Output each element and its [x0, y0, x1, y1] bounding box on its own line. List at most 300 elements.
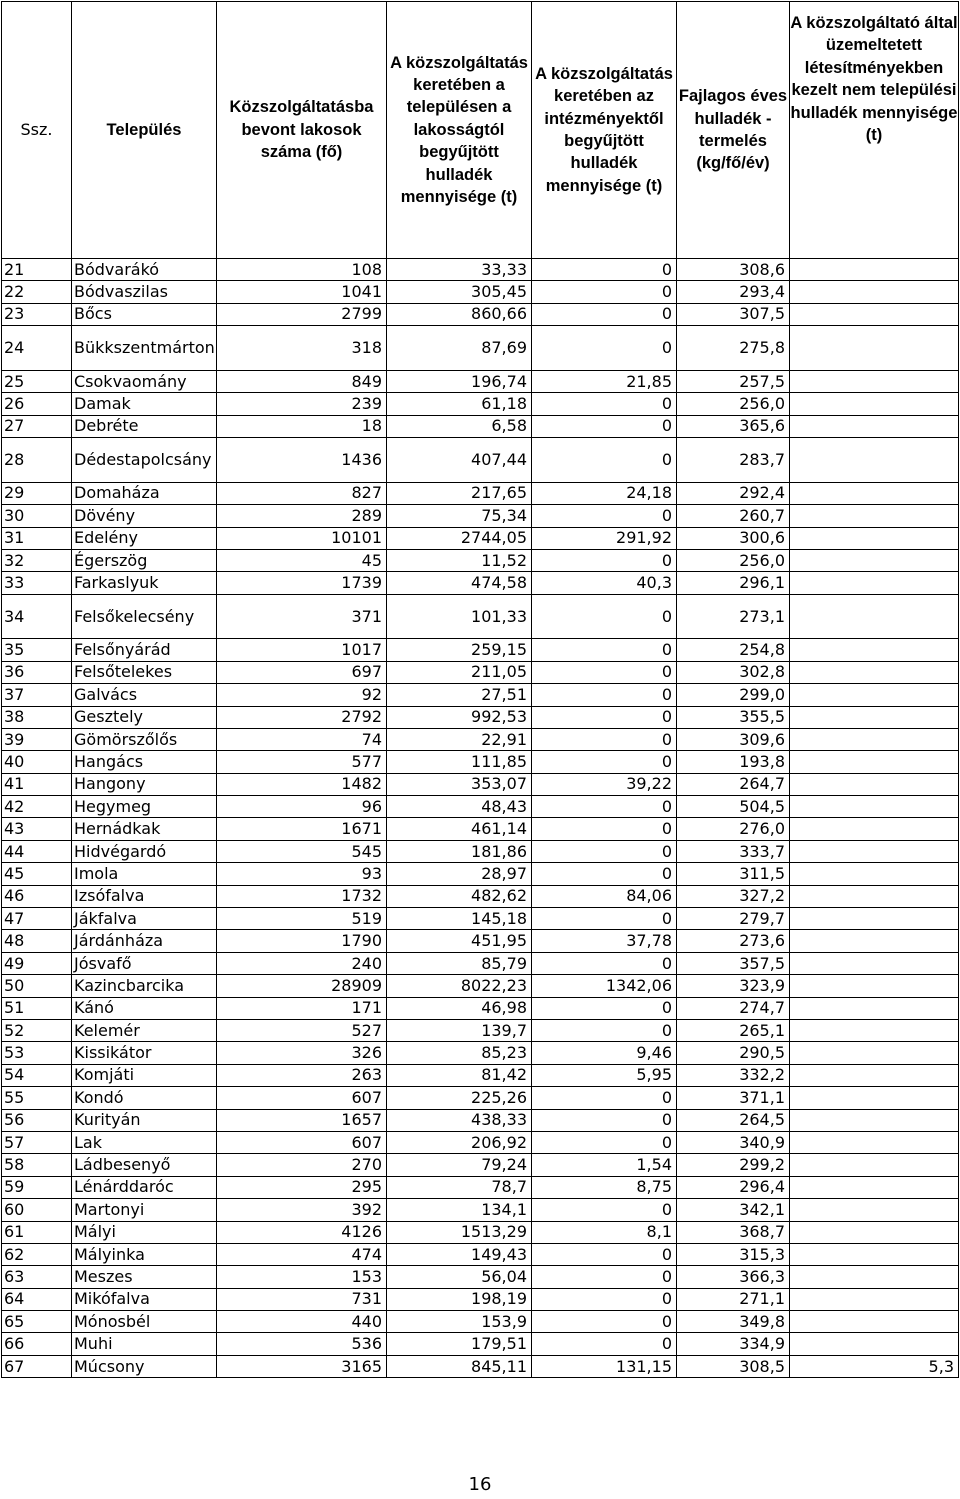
cell-telepules: Kánó: [72, 997, 217, 1019]
cell-intezmenyektol: 39,22: [532, 773, 677, 795]
cell-intezmenyektol: 0: [532, 415, 677, 437]
cell-fajlagos: 311,5: [677, 863, 790, 885]
cell-nem-telepulesi: [790, 930, 959, 952]
cell-nem-telepulesi: [790, 1131, 959, 1153]
cell-lakosok: 318: [217, 326, 387, 371]
cell-fajlagos: 292,4: [677, 482, 790, 504]
cell-fajlagos: 193,8: [677, 751, 790, 773]
cell-lakosok: 519: [217, 908, 387, 930]
cell-nem-telepulesi: [790, 415, 959, 437]
cell-fajlagos: 273,1: [677, 594, 790, 639]
cell-telepules: Farkaslyuk: [72, 572, 217, 594]
table-row: [2, 549, 959, 571]
cell-lakossagtol: 198,19: [387, 1288, 532, 1310]
cell-lakossagtol: 845,11: [387, 1355, 532, 1377]
cell-intezmenyektol: 0: [532, 728, 677, 750]
cell-telepules: Bőcs: [72, 303, 217, 325]
cell-fajlagos: 504,5: [677, 796, 790, 818]
cell-ssz: 23: [2, 303, 72, 325]
cell-lakossagtol: 407,44: [387, 438, 532, 483]
cell-telepules: Felsőnyárád: [72, 639, 217, 661]
cell-ssz: 28: [2, 438, 72, 483]
cell-nem-telepulesi: [790, 594, 959, 639]
table-header: [2, 2, 959, 259]
cell-lakosok: 536: [217, 1333, 387, 1355]
table-row: [2, 415, 959, 437]
cell-ssz: 67: [2, 1355, 72, 1377]
cell-intezmenyektol: 0: [532, 505, 677, 527]
cell-intezmenyektol: 0: [532, 326, 677, 371]
cell-lakossagtol: 179,51: [387, 1333, 532, 1355]
cell-intezmenyektol: 0: [532, 639, 677, 661]
cell-lakosok: 1732: [217, 885, 387, 907]
cell-fajlagos: 283,7: [677, 438, 790, 483]
cell-telepules: Kazincbarcika: [72, 975, 217, 997]
cell-intezmenyektol: 0: [532, 863, 677, 885]
table-row: [2, 818, 959, 840]
cell-lakossagtol: 111,85: [387, 751, 532, 773]
cell-fajlagos: 271,1: [677, 1288, 790, 1310]
cell-intezmenyektol: 0: [532, 684, 677, 706]
cell-lakossagtol: 305,45: [387, 281, 532, 303]
header-telepules: Település: [72, 2, 217, 259]
cell-fajlagos: 265,1: [677, 1020, 790, 1042]
cell-telepules: Ládbesenyő: [72, 1154, 217, 1176]
cell-fajlagos: 309,6: [677, 728, 790, 750]
cell-telepules: Hidvégardó: [72, 840, 217, 862]
cell-telepules: Lak: [72, 1131, 217, 1153]
table-row: [2, 930, 959, 952]
cell-lakossagtol: 48,43: [387, 796, 532, 818]
cell-lakossagtol: 81,42: [387, 1064, 532, 1086]
cell-ssz: 58: [2, 1154, 72, 1176]
cell-intezmenyektol: 1,54: [532, 1154, 677, 1176]
cell-lakosok: 3165: [217, 1355, 387, 1377]
table-row: [2, 728, 959, 750]
cell-ssz: 61: [2, 1221, 72, 1243]
cell-telepules: Kondó: [72, 1087, 217, 1109]
cell-telepules: Mikófalva: [72, 1288, 217, 1310]
cell-telepules: Domaháza: [72, 482, 217, 504]
cell-lakosok: 28909: [217, 975, 387, 997]
cell-telepules: Dédestapolcsány: [72, 438, 217, 483]
cell-intezmenyektol: 0: [532, 840, 677, 862]
cell-ssz: 55: [2, 1087, 72, 1109]
table-row: [2, 1243, 959, 1265]
cell-ssz: 65: [2, 1311, 72, 1333]
cell-nem-telepulesi: [790, 281, 959, 303]
cell-lakosok: 96: [217, 796, 387, 818]
table-row: [2, 1266, 959, 1288]
cell-lakosok: 74: [217, 728, 387, 750]
table-row: [2, 863, 959, 885]
cell-ssz: 52: [2, 1020, 72, 1042]
cell-fajlagos: 256,0: [677, 549, 790, 571]
cell-telepules: Hegymeg: [72, 796, 217, 818]
cell-telepules: Martonyi: [72, 1199, 217, 1221]
cell-ssz: 27: [2, 415, 72, 437]
cell-telepules: Kissikátor: [72, 1042, 217, 1064]
cell-lakossagtol: 461,14: [387, 818, 532, 840]
table-body: [2, 259, 959, 1378]
table-row: [2, 303, 959, 325]
cell-nem-telepulesi: [790, 259, 959, 281]
cell-intezmenyektol: 0: [532, 1288, 677, 1310]
cell-lakossagtol: 79,24: [387, 1154, 532, 1176]
cell-fajlagos: 340,9: [677, 1131, 790, 1153]
cell-fajlagos: 302,8: [677, 661, 790, 683]
table-row: [2, 952, 959, 974]
table-row: [2, 370, 959, 392]
cell-lakossagtol: 27,51: [387, 684, 532, 706]
cell-nem-telepulesi: [790, 1199, 959, 1221]
cell-lakosok: 1739: [217, 572, 387, 594]
cell-nem-telepulesi: [790, 549, 959, 571]
table-row: [2, 505, 959, 527]
cell-lakosok: 4126: [217, 1221, 387, 1243]
cell-intezmenyektol: 0: [532, 303, 677, 325]
cell-ssz: 21: [2, 259, 72, 281]
cell-intezmenyektol: 21,85: [532, 370, 677, 392]
cell-telepules: Komjáti: [72, 1064, 217, 1086]
cell-nem-telepulesi: [790, 1087, 959, 1109]
cell-lakosok: 2792: [217, 706, 387, 728]
cell-intezmenyektol: 0: [532, 438, 677, 483]
cell-ssz: 60: [2, 1199, 72, 1221]
cell-nem-telepulesi: [790, 505, 959, 527]
cell-ssz: 35: [2, 639, 72, 661]
cell-lakosok: 18: [217, 415, 387, 437]
cell-telepules: Kelemér: [72, 1020, 217, 1042]
table-row: [2, 1020, 959, 1042]
header-lakossagtol: A közszolgáltatás keretében a településen a lakosságtól begyűjtött hulladék mennyisége (t): [387, 2, 532, 259]
cell-lakossagtol: 46,98: [387, 997, 532, 1019]
cell-ssz: 66: [2, 1333, 72, 1355]
cell-lakosok: 607: [217, 1131, 387, 1153]
cell-ssz: 22: [2, 281, 72, 303]
cell-nem-telepulesi: [790, 1020, 959, 1042]
cell-lakossagtol: 33,33: [387, 259, 532, 281]
cell-fajlagos: 273,6: [677, 930, 790, 952]
cell-lakosok: 239: [217, 393, 387, 415]
table-row: [2, 1311, 959, 1333]
table-row: [2, 1221, 959, 1243]
cell-lakosok: 527: [217, 1020, 387, 1042]
cell-intezmenyektol: 37,78: [532, 930, 677, 952]
cell-ssz: 26: [2, 393, 72, 415]
cell-ssz: 57: [2, 1131, 72, 1153]
cell-telepules: Bódvaszilas: [72, 281, 217, 303]
cell-lakosok: 10101: [217, 527, 387, 549]
cell-ssz: 33: [2, 572, 72, 594]
cell-intezmenyektol: 0: [532, 1266, 677, 1288]
cell-lakossagtol: 149,43: [387, 1243, 532, 1265]
cell-lakosok: 45: [217, 549, 387, 571]
table-row: [2, 527, 959, 549]
cell-lakosok: 108: [217, 259, 387, 281]
cell-ssz: 46: [2, 885, 72, 907]
cell-lakossagtol: 225,26: [387, 1087, 532, 1109]
cell-nem-telepulesi: [790, 728, 959, 750]
cell-ssz: 56: [2, 1109, 72, 1131]
header-fajlagos: Fajlagos éves hulladék - termelés (kg/fő/év): [677, 2, 790, 259]
cell-lakosok: 153: [217, 1266, 387, 1288]
cell-nem-telepulesi: [790, 908, 959, 930]
cell-lakosok: 2799: [217, 303, 387, 325]
cell-lakossagtol: 992,53: [387, 706, 532, 728]
cell-telepules: Gesztely: [72, 706, 217, 728]
cell-lakossagtol: 153,9: [387, 1311, 532, 1333]
cell-nem-telepulesi: [790, 482, 959, 504]
cell-lakossagtol: 22,91: [387, 728, 532, 750]
cell-intezmenyektol: 8,75: [532, 1176, 677, 1198]
cell-intezmenyektol: 0: [532, 751, 677, 773]
table-row: [2, 1176, 959, 1198]
cell-lakossagtol: 56,04: [387, 1266, 532, 1288]
cell-intezmenyektol: 0: [532, 549, 677, 571]
cell-fajlagos: 368,7: [677, 1221, 790, 1243]
cell-lakossagtol: 101,33: [387, 594, 532, 639]
table-row: [2, 1333, 959, 1355]
cell-intezmenyektol: 0: [532, 1243, 677, 1265]
cell-lakossagtol: 28,97: [387, 863, 532, 885]
cell-intezmenyektol: 0: [532, 1311, 677, 1333]
table-row: [2, 773, 959, 795]
cell-intezmenyektol: 24,18: [532, 482, 677, 504]
cell-nem-telepulesi: [790, 326, 959, 371]
cell-fajlagos: 256,0: [677, 393, 790, 415]
cell-intezmenyektol: 0: [532, 1020, 677, 1042]
cell-intezmenyektol: 0: [532, 1087, 677, 1109]
cell-lakossagtol: 139,7: [387, 1020, 532, 1042]
cell-fajlagos: 264,7: [677, 773, 790, 795]
table-row: [2, 393, 959, 415]
cell-lakosok: 1436: [217, 438, 387, 483]
cell-ssz: 43: [2, 818, 72, 840]
cell-lakossagtol: 860,66: [387, 303, 532, 325]
cell-lakossagtol: 474,58: [387, 572, 532, 594]
cell-lakosok: 1657: [217, 1109, 387, 1131]
header-row: [2, 2, 959, 259]
table-row: [2, 997, 959, 1019]
cell-intezmenyektol: 1342,06: [532, 975, 677, 997]
header-intezmenyektol: A közszolgáltatás keretében az intézményektől begyűjtött hulladék mennyisége (t): [532, 2, 677, 259]
cell-lakossagtol: 353,07: [387, 773, 532, 795]
cell-fajlagos: 299,0: [677, 684, 790, 706]
cell-ssz: 32: [2, 549, 72, 571]
cell-telepules: Bódvarákó: [72, 259, 217, 281]
cell-fajlagos: 299,2: [677, 1154, 790, 1176]
table-row: [2, 1288, 959, 1310]
cell-lakossagtol: 85,79: [387, 952, 532, 974]
cell-lakosok: 849: [217, 370, 387, 392]
cell-lakossagtol: 6,58: [387, 415, 532, 437]
cell-lakosok: 827: [217, 482, 387, 504]
cell-ssz: 59: [2, 1176, 72, 1198]
cell-telepules: Hangács: [72, 751, 217, 773]
cell-telepules: Gömörszőlős: [72, 728, 217, 750]
cell-lakosok: 545: [217, 840, 387, 862]
cell-lakossagtol: 8022,23: [387, 975, 532, 997]
table-row: [2, 796, 959, 818]
cell-intezmenyektol: 0: [532, 1199, 677, 1221]
cell-fajlagos: 290,5: [677, 1042, 790, 1064]
cell-fajlagos: 308,5: [677, 1355, 790, 1377]
cell-nem-telepulesi: [790, 303, 959, 325]
cell-intezmenyektol: 0: [532, 952, 677, 974]
cell-intezmenyektol: 0: [532, 997, 677, 1019]
cell-lakossagtol: 211,05: [387, 661, 532, 683]
cell-intezmenyektol: 9,46: [532, 1042, 677, 1064]
cell-fajlagos: 332,2: [677, 1064, 790, 1086]
cell-nem-telepulesi: [790, 1288, 959, 1310]
cell-telepules: Mónosbél: [72, 1311, 217, 1333]
cell-ssz: 45: [2, 863, 72, 885]
table-row: [2, 684, 959, 706]
cell-nem-telepulesi: [790, 1109, 959, 1131]
cell-nem-telepulesi: [790, 1042, 959, 1064]
cell-lakossagtol: 11,52: [387, 549, 532, 571]
cell-ssz: 63: [2, 1266, 72, 1288]
cell-intezmenyektol: 131,15: [532, 1355, 677, 1377]
table-row: [2, 482, 959, 504]
cell-intezmenyektol: 0: [532, 908, 677, 930]
cell-lakosok: 607: [217, 1087, 387, 1109]
table-row: [2, 1109, 959, 1131]
cell-telepules: Jákfalva: [72, 908, 217, 930]
table-row: [2, 706, 959, 728]
cell-ssz: 42: [2, 796, 72, 818]
cell-ssz: 47: [2, 908, 72, 930]
cell-lakossagtol: 85,23: [387, 1042, 532, 1064]
cell-lakosok: 474: [217, 1243, 387, 1265]
cell-fajlagos: 257,5: [677, 370, 790, 392]
cell-fajlagos: 300,6: [677, 527, 790, 549]
cell-ssz: 24: [2, 326, 72, 371]
cell-nem-telepulesi: [790, 840, 959, 862]
cell-fajlagos: 323,9: [677, 975, 790, 997]
cell-lakossagtol: 206,92: [387, 1131, 532, 1153]
cell-lakosok: 577: [217, 751, 387, 773]
cell-intezmenyektol: 84,06: [532, 885, 677, 907]
cell-intezmenyektol: 0: [532, 661, 677, 683]
cell-telepules: Felsőtelekes: [72, 661, 217, 683]
cell-ssz: 36: [2, 661, 72, 683]
cell-lakosok: 171: [217, 997, 387, 1019]
cell-ssz: 48: [2, 930, 72, 952]
cell-lakosok: 731: [217, 1288, 387, 1310]
cell-ssz: 29: [2, 482, 72, 504]
table-row: [2, 661, 959, 683]
cell-lakossagtol: 78,7: [387, 1176, 532, 1198]
cell-ssz: 38: [2, 706, 72, 728]
cell-fajlagos: 276,0: [677, 818, 790, 840]
cell-telepules: Járdánháza: [72, 930, 217, 952]
cell-telepules: Múcsony: [72, 1355, 217, 1377]
cell-telepules: Galvács: [72, 684, 217, 706]
cell-lakosok: 1041: [217, 281, 387, 303]
cell-fajlagos: 308,6: [677, 259, 790, 281]
cell-intezmenyektol: 0: [532, 259, 677, 281]
cell-intezmenyektol: 5,95: [532, 1064, 677, 1086]
cell-lakosok: 1671: [217, 818, 387, 840]
cell-fajlagos: 315,3: [677, 1243, 790, 1265]
table-row: [2, 572, 959, 594]
cell-nem-telepulesi: [790, 796, 959, 818]
cell-ssz: 64: [2, 1288, 72, 1310]
table-row: [2, 1154, 959, 1176]
cell-nem-telepulesi: [790, 1176, 959, 1198]
cell-lakossagtol: 217,65: [387, 482, 532, 504]
cell-telepules: Dövény: [72, 505, 217, 527]
cell-ssz: 50: [2, 975, 72, 997]
cell-nem-telepulesi: [790, 997, 959, 1019]
table-row: [2, 1199, 959, 1221]
cell-fajlagos: 264,5: [677, 1109, 790, 1131]
cell-ssz: 34: [2, 594, 72, 639]
cell-nem-telepulesi: [790, 975, 959, 997]
cell-intezmenyektol: 8,1: [532, 1221, 677, 1243]
cell-nem-telepulesi: [790, 1221, 959, 1243]
cell-lakossagtol: 134,1: [387, 1199, 532, 1221]
cell-telepules: Kurityán: [72, 1109, 217, 1131]
cell-intezmenyektol: 0: [532, 706, 677, 728]
cell-lakosok: 295: [217, 1176, 387, 1198]
cell-telepules: Debréte: [72, 415, 217, 437]
cell-intezmenyektol: 0: [532, 796, 677, 818]
cell-fajlagos: 355,5: [677, 706, 790, 728]
cell-fajlagos: 296,4: [677, 1176, 790, 1198]
cell-ssz: 62: [2, 1243, 72, 1265]
cell-lakosok: 263: [217, 1064, 387, 1086]
cell-intezmenyektol: 0: [532, 1333, 677, 1355]
cell-fajlagos: 254,8: [677, 639, 790, 661]
cell-nem-telepulesi: [790, 885, 959, 907]
cell-telepules: Damak: [72, 393, 217, 415]
cell-fajlagos: 342,1: [677, 1199, 790, 1221]
cell-ssz: 30: [2, 505, 72, 527]
cell-nem-telepulesi: [790, 1266, 959, 1288]
cell-nem-telepulesi: [790, 818, 959, 840]
cell-telepules: Hernádkak: [72, 818, 217, 840]
cell-fajlagos: 371,1: [677, 1087, 790, 1109]
cell-lakossagtol: 75,34: [387, 505, 532, 527]
cell-nem-telepulesi: [790, 1333, 959, 1355]
cell-lakosok: 1482: [217, 773, 387, 795]
table-row: [2, 281, 959, 303]
table-row: [2, 259, 959, 281]
cell-nem-telepulesi: [790, 952, 959, 974]
cell-lakossagtol: 181,86: [387, 840, 532, 862]
cell-nem-telepulesi: [790, 572, 959, 594]
data-table: [1, 1, 959, 1378]
cell-lakossagtol: 438,33: [387, 1109, 532, 1131]
table-row: [2, 1355, 959, 1377]
cell-nem-telepulesi: [790, 706, 959, 728]
cell-telepules: Meszes: [72, 1266, 217, 1288]
cell-nem-telepulesi: [790, 1154, 959, 1176]
cell-lakosok: 371: [217, 594, 387, 639]
cell-ssz: 41: [2, 773, 72, 795]
cell-telepules: Izsófalva: [72, 885, 217, 907]
cell-lakossagtol: 451,95: [387, 930, 532, 952]
cell-intezmenyektol: 40,3: [532, 572, 677, 594]
table-row: [2, 908, 959, 930]
cell-intezmenyektol: 0: [532, 393, 677, 415]
cell-fajlagos: 349,8: [677, 1311, 790, 1333]
table-row: [2, 1042, 959, 1064]
cell-lakossagtol: 259,15: [387, 639, 532, 661]
